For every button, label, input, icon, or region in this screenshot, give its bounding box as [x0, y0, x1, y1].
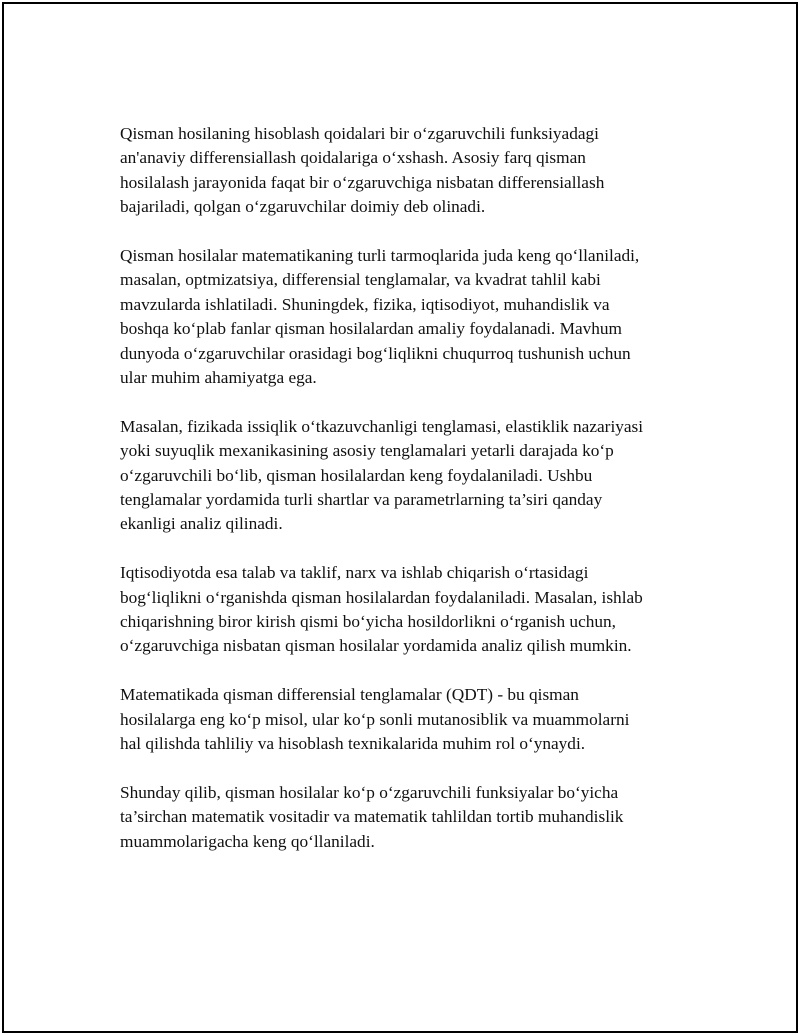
paragraph-line: bajariladi, qolgan oʻzgaruvchilar doimiy deb olinadi. [120, 197, 486, 217]
paragraph-line: Matematikada qisman differensial tenglamalar (QDT) - bu qisman [120, 685, 579, 705]
paragraph-line: tenglamalar yordamida turli shartlar va parametrlarning ta’siri qanday [120, 490, 603, 510]
page-frame [2, 2, 798, 1033]
paragraph-line: chiqarishning biror kirish qismi boʻyicha hosildorlikni oʻrganish uchun, [120, 612, 616, 632]
paragraph-line: oʻzgaruvchiga nisbatan qisman hosilalar yordamida analiz qilish mumkin. [120, 636, 632, 656]
paragraph-line: hosilalarga eng koʻp misol, ular koʻp sonli mutanosiblik va muammolarni [120, 709, 630, 729]
paragraph-line: Iqtisodiyotda esa talab va taklif, narx va ishlab chiqarish oʻrtasidagi [120, 563, 589, 583]
paragraph-line: mavzularda ishlatiladi. Shuningdek, fizika, iqtisodiyot, muhandislik va [120, 294, 610, 314]
paragraph-line: masalan, optmizatsiya, differensial tenglamalar, va kvadrat tahlil kabi [120, 270, 601, 290]
paragraph-line: dunyoda oʻzgaruvchilar orasidagi bogʻliqlikni chuqurroq tushunish uchun [120, 343, 631, 363]
paragraph-line: hal qilishda tahliliy va hisoblash texnikalarida muhim rol oʻynaydi. [120, 734, 586, 754]
paragraph-2 [120, 244, 700, 390]
paragraph-line: muammolarigacha keng qoʻllaniladi. [120, 831, 375, 851]
paragraph-line: boshqa koʻplab fanlar qisman hosilalardan amaliy foydalanadi. Mavhum [120, 319, 622, 339]
paragraph-line: Qisman hosilalar matematikaning turli tarmoqlarida juda keng qoʻllaniladi, [120, 246, 640, 266]
paragraph-line: oʻzgaruvchili boʻlib, qisman hosilalardan keng foydalaniladi. Ushbu [120, 465, 593, 485]
paragraph-line: Masalan, fizikada issiqlik oʻtkazuvchanligi tenglamasi, elastiklik nazariyasi [120, 416, 644, 436]
paragraph-line: bogʻliqlikni oʻrganishda qisman hosilalardan foydalaniladi. Masalan, ishlab [120, 587, 643, 607]
paragraph-line: hosilalash jarayonida faqat bir oʻzgaruvchiga nisbatan differensiallash [120, 172, 605, 192]
paragraph-1 [120, 122, 700, 220]
paragraph-6 [120, 781, 700, 854]
paragraph-line: Qisman hosilaning hisoblash qoidalari bir oʻzgaruvchili funksiyadagi [120, 124, 599, 143]
paragraph-line: an'anaviy differensiallash qoidalariga oʻxshash. Asosiy farq qisman [120, 148, 586, 168]
paragraph-4 [120, 561, 700, 659]
paragraph-line: Shunday qilib, qisman hosilalar koʻp oʻzgaruvchili funksiyalar boʻyicha [120, 782, 619, 802]
paragraph-line: ekanligi analiz qilinadi. [120, 514, 283, 534]
document-body [120, 122, 700, 879]
paragraph-line: ular muhim ahamiyatga ega. [120, 368, 317, 388]
paragraph-line: ta’sirchan matematik vositadir va matematik tahlildan tortib muhandislik [120, 807, 624, 827]
paragraph-5 [120, 683, 700, 756]
paragraph-3 [120, 415, 700, 537]
paragraph-line: yoki suyuqlik mexanikasining asosiy tenglamalari yetarli darajada koʻp [120, 441, 614, 461]
